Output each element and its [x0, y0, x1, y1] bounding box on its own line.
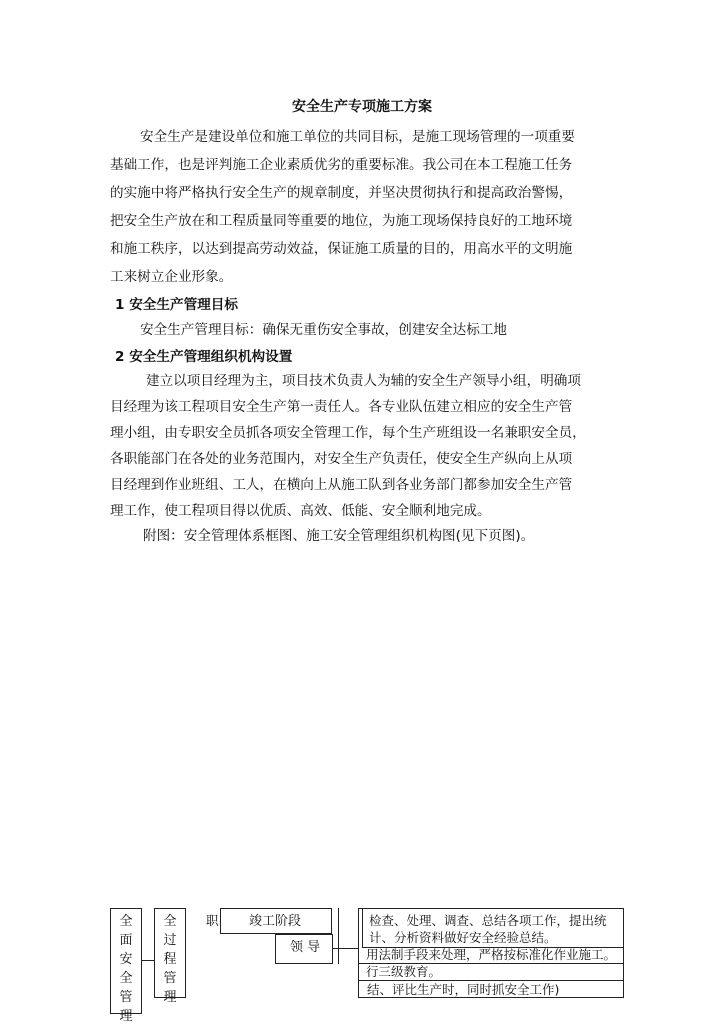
org-box-whole-process [154, 908, 186, 1005]
col2-char: 程 [163, 952, 177, 967]
col2-char: 全 [163, 914, 177, 929]
col2-char: 理 [163, 990, 177, 1005]
org-box-inspection [362, 908, 624, 948]
intro-line-4: 把安全生产放在和工程质量同等重要的地位，为施工现场保持良好的工地环境 [110, 213, 573, 229]
section-1-body: 安全生产管理目标：确保无重伤安全事故，创建安全达标工地 [140, 322, 508, 338]
section-2-line-4: 各职能部门在各处的业务范围内，对安全生产负责任，使安全生产纵向上从项 [110, 451, 573, 467]
figure-note: 附图：安全管理体系框图、施工安全管理组织机构图(见下页图)。 [143, 528, 535, 544]
leader-label: 领 导 [290, 940, 321, 955]
right-top-line-1: 检查、处理、调查、总结各项工作，提出统 [369, 913, 607, 928]
section-2-heading: 2 安全生产管理组织机构设置 [115, 349, 293, 365]
col1-char: 面 [119, 933, 133, 948]
org-box-completion-stage [220, 908, 332, 934]
right-mid-line-1: 用法制手段来处理，严格按标准化作业施工。 [366, 947, 617, 962]
col1-char: 全 [119, 971, 133, 986]
col1-char: 安 [119, 952, 133, 967]
intro-line-3: 的实施中将严格执行安全生产的规章制度，并坚决贯彻执行和提高政治警惕， [110, 185, 573, 201]
section-2-line-6: 理工作，使工程项目得以优质、高效、低能、安全顺利地完成。 [110, 503, 491, 519]
intro-line-1: 安全生产是建设单位和施工单位的共同目标，是施工现场管理的一项重要 [140, 129, 575, 145]
col1-char: 管 [119, 990, 133, 1005]
intro-line-5: 和施工秩序，以达到提高劳动效益，保证施工质量的目的，用高水平的文明施 [110, 241, 573, 257]
section-2-line-3: 理小组，由专职安全员抓各项安全管理工作，每个生产班组设一名兼职安全员， [110, 425, 586, 441]
right-mid-line-2: 行三级教育。 [366, 964, 442, 979]
col2-char: 过 [163, 933, 177, 948]
right-top-line-2: 计、分析资料做好安全经验总结。 [369, 930, 557, 945]
connector-line [338, 908, 339, 964]
connector-line [333, 948, 358, 949]
org-box-summary [358, 980, 624, 998]
stage-label: 竣工阶段 [249, 914, 302, 929]
section-2-line-1: 建立以项目经理为主，项目技术负责人为辅的安全生产领导小组，明确项 [146, 373, 581, 389]
col1-char: 理 [119, 1009, 133, 1024]
col1-char: 全 [119, 914, 133, 929]
org-partial-label: 职 [206, 913, 219, 928]
section-2-line-2: 目经理为该工程项目安全生产第一责任人。各专业队伍建立相应的安全生产管 [110, 399, 573, 415]
org-box-leader [275, 934, 333, 964]
connector-line [142, 960, 154, 961]
intro-line-6: 工来树立企业形象。 [110, 269, 233, 285]
section-1-heading: 1 安全生产管理目标 [115, 297, 238, 313]
intro-line-2: 基础工作，也是评判施工企业素质优劣的重要标准。我公司在本工程施工任务 [110, 157, 573, 173]
org-box-overall-safety [110, 908, 142, 1024]
section-2-line-5: 目经理到作业班组、工人，在横向上从施工队到各业务部门都参加安全生产管 [110, 477, 573, 493]
col2-char: 管 [163, 971, 177, 986]
right-bottom-line: 结、评比生产时，同时抓安全工作) [367, 982, 560, 997]
document-title: 安全生产专项施工方案 [292, 99, 432, 115]
